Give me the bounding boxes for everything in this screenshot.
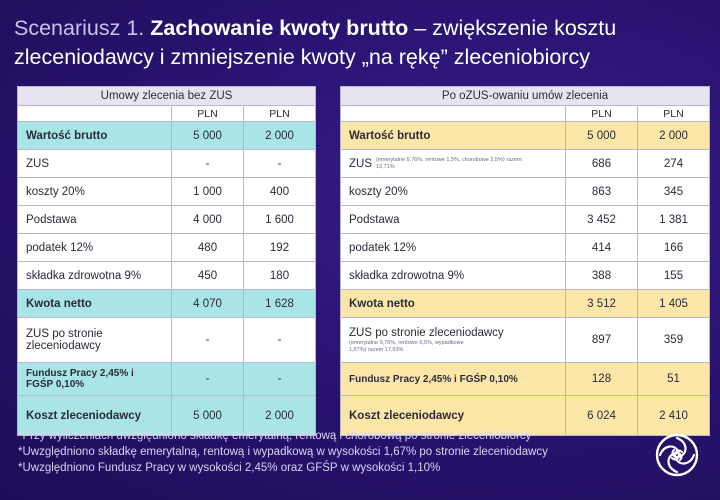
row-value: 1 628 (244, 290, 316, 318)
row-value: - (244, 363, 316, 396)
table-row (341, 206, 710, 234)
footnotes (18, 428, 638, 476)
table-row (18, 234, 316, 262)
title-prefix: Scenariusz 1. (14, 16, 145, 40)
row-value: 51 (638, 363, 710, 396)
currency-label: PLN (244, 106, 316, 122)
currency-label: PLN (172, 106, 244, 122)
row-label: ZUS po stronie zleceniodawcy (349, 326, 504, 339)
row-label: składka zdrowotna 9% (18, 262, 172, 290)
currency-row (341, 106, 710, 122)
row-value: 3 452 (566, 206, 638, 234)
row-value: 6 024 (566, 396, 638, 436)
row-label: Kwota netto (341, 290, 566, 318)
table-row (18, 122, 316, 150)
table-header: Po oZUS-owaniu umów zlecenia (341, 87, 710, 106)
row-value: 2 000 (244, 122, 316, 150)
row-label-cell (341, 318, 566, 363)
row-value: 5 000 (566, 122, 638, 150)
row-value: 1 381 (638, 206, 710, 234)
row-value: 897 (566, 318, 638, 363)
currency-row (18, 106, 316, 122)
spiral-logo-icon (654, 432, 700, 478)
currency-spacer (341, 106, 566, 122)
row-value: 192 (244, 234, 316, 262)
row-label: Wartość brutto (341, 122, 566, 150)
row-value: 414 (566, 234, 638, 262)
row-value: - (172, 318, 244, 363)
currency-label: PLN (566, 106, 638, 122)
row-label: składka zdrowotna 9% (341, 262, 566, 290)
table-header: Umowy zlecenia bez ZUS (18, 87, 316, 106)
row-value: - (244, 150, 316, 178)
table-row (18, 178, 316, 206)
row-label: koszty 20% (341, 178, 566, 206)
row-value: 128 (566, 363, 638, 396)
row-value: 345 (638, 178, 710, 206)
footnote: *Uwzględniono składkę emerytalną, rentową i wypadkową w wysokości 1,67% po stronie zleceniodawcy (18, 446, 548, 458)
row-label: ZUS (18, 150, 172, 178)
row-value: 155 (638, 262, 710, 290)
table-row (341, 363, 710, 396)
row-value: 274 (638, 150, 710, 178)
row-value: 863 (566, 178, 638, 206)
row-value: 3 512 (566, 290, 638, 318)
table-row (341, 178, 710, 206)
row-value: 5 000 (172, 396, 244, 436)
table-row (18, 318, 316, 363)
row-value: 359 (638, 318, 710, 363)
row-value: 2 410 (638, 396, 710, 436)
table-row (341, 234, 710, 262)
table-row (18, 150, 316, 178)
row-value: 480 (172, 234, 244, 262)
row-label: podatek 12% (18, 234, 172, 262)
table-without-zus (17, 86, 316, 436)
table-row (341, 150, 710, 178)
table-row (341, 290, 710, 318)
zus-employer-note: (emerytalne 9,76%, rentowe 6,5%, wypadkowe 1,67%) razem 17,93% (349, 339, 464, 353)
page-title (14, 14, 704, 72)
row-label: Fundusz Pracy 2,45% i FGŚP 0,10% (18, 363, 172, 396)
row-label: koszty 20% (18, 178, 172, 206)
row-value: 2 000 (244, 396, 316, 436)
row-value: 1 600 (244, 206, 316, 234)
row-label: Koszt zleceniodawcy (18, 396, 172, 436)
row-value: 686 (566, 150, 638, 178)
row-value: 1 000 (172, 178, 244, 206)
row-value: 2 000 (638, 122, 710, 150)
table-row (341, 262, 710, 290)
table-row (18, 262, 316, 290)
title-rest: – zwiększenie kosztu zleceniodawcy i zmniejszenie kwoty „na rękę” zleceniobiorcy (14, 16, 617, 69)
row-label: Koszt zleceniodawcy (341, 396, 566, 436)
row-value: 5 000 (172, 122, 244, 150)
footnote: *Przy wyliczeniach uwzględniono składkę emerytalną, rentową i chorobową po stronie zleceniobiorcy (18, 430, 532, 442)
table-row (341, 318, 710, 363)
table-header-row (341, 87, 710, 106)
table-row (341, 122, 710, 150)
zus-note: (emerytalne 9,76%, rentowe 1,5%, chorobowe 2,5%) razem: 13,71% (376, 156, 524, 170)
row-value: - (244, 318, 316, 363)
row-value: 166 (638, 234, 710, 262)
table-row (18, 290, 316, 318)
row-value: 180 (244, 262, 316, 290)
row-label: ZUS (349, 157, 372, 170)
row-label: Kwota netto (18, 290, 172, 318)
row-label: Podstawa (18, 206, 172, 234)
row-label: ZUS po stronie zleceniodawcy (18, 318, 172, 363)
row-label-cell (341, 150, 566, 178)
table-with-zus (340, 86, 710, 436)
row-label: podatek 12% (341, 234, 566, 262)
row-label: Wartość brutto (18, 122, 172, 150)
table-row (18, 363, 316, 396)
currency-label: PLN (638, 106, 710, 122)
row-value: - (172, 363, 244, 396)
footnote: *Uwzględniono Fundusz Pracy w wysokości 2,45% oraz GFŚP w wysokości 1,10% (18, 462, 441, 474)
currency-spacer (18, 106, 172, 122)
row-value: 388 (566, 262, 638, 290)
title-bold: Zachowanie kwoty brutto (150, 16, 409, 40)
table-row (18, 206, 316, 234)
row-value: 400 (244, 178, 316, 206)
row-value: - (172, 150, 244, 178)
row-value: 1 405 (638, 290, 710, 318)
row-value: 450 (172, 262, 244, 290)
row-label: Fundusz Pracy 2,45% i FGŚP 0,10% (341, 363, 566, 396)
row-label: Podstawa (341, 206, 566, 234)
row-value: 4 000 (172, 206, 244, 234)
row-value: 4 070 (172, 290, 244, 318)
table-header-row (18, 87, 316, 106)
